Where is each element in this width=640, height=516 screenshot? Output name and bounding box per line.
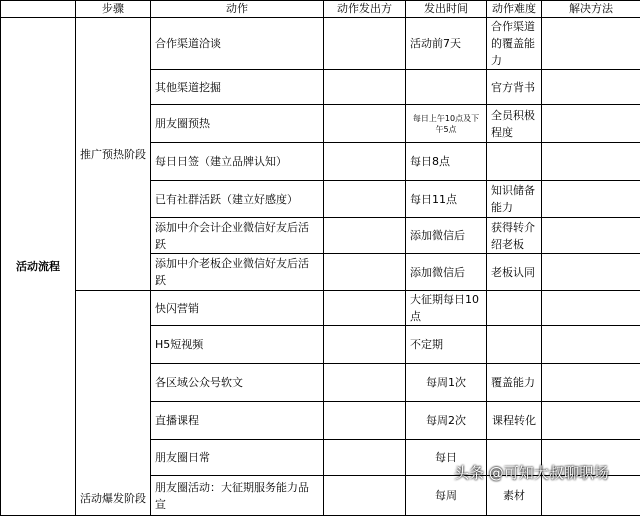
sender-cell (324, 326, 406, 364)
header-action: 动作 (151, 1, 324, 18)
sender-cell (324, 143, 406, 181)
sender-cell (324, 291, 406, 326)
difficulty-cell: 老板认同 (487, 254, 542, 291)
header-difficulty: 动作难度 (487, 1, 542, 18)
sender-cell (324, 70, 406, 105)
action-cell: H5短视频 (151, 326, 324, 364)
solution-cell (542, 105, 640, 143)
time-cell: 活动前7天 (406, 18, 487, 70)
sender-cell (324, 254, 406, 291)
sender-cell (324, 181, 406, 218)
difficulty-cell (487, 291, 542, 326)
solution-cell (542, 402, 640, 440)
difficulty-cell: 覆盖能力 (487, 364, 542, 402)
solution-cell (542, 218, 640, 254)
difficulty-cell: 知识储备能力 (487, 181, 542, 218)
sender-cell (324, 476, 406, 516)
header-sender: 动作发出方 (324, 1, 406, 18)
time-cell: 每日11点 (406, 181, 487, 218)
action-cell: 直播课程 (151, 402, 324, 440)
action-cell: 每日日签（建立品牌认知） (151, 143, 324, 181)
header-row (1, 1, 640, 18)
solution-cell (542, 143, 640, 181)
action-cell: 各区域公众号软文 (151, 364, 324, 402)
sender-cell (324, 105, 406, 143)
time-cell: 每周2次 (406, 402, 487, 440)
action-cell: 添加中介老板企业微信好友后活跃 (151, 254, 324, 291)
difficulty-cell: 素材 (487, 476, 542, 516)
header-empty (1, 1, 76, 18)
time-cell: 每周1次 (406, 364, 487, 402)
action-cell: 朋友圈活动：大征期服务能力品宣 (151, 476, 324, 516)
sender-cell (324, 402, 406, 440)
header-time: 发出时间 (406, 1, 487, 18)
sender-cell (324, 18, 406, 70)
action-cell: 快闪营销 (151, 291, 324, 326)
action-cell: 添加中介会计企业微信好友后活跃 (151, 218, 324, 254)
time-cell: 添加微信后 (406, 218, 487, 254)
action-cell: 朋友圈预热 (151, 105, 324, 143)
action-cell: 已有社群活跃（建立好感度） (151, 181, 324, 218)
table-row (1, 18, 640, 70)
watermark-text: 头条 @可知大叔聊职场 (454, 462, 609, 483)
action-cell: 其他渠道挖掘 (151, 70, 324, 105)
difficulty-cell (487, 143, 542, 181)
section-label: 活动流程 (1, 18, 76, 516)
phase-label: 推广预热阶段 (76, 18, 151, 291)
solution-cell (542, 326, 640, 364)
sender-cell (324, 440, 406, 476)
difficulty-cell: 全员积极程度 (487, 105, 542, 143)
difficulty-cell: 课程转化 (487, 402, 542, 440)
time-cell: 大征期每日10点 (406, 291, 487, 326)
header-step: 步骤 (76, 1, 151, 18)
action-cell: 朋友圈日常 (151, 440, 324, 476)
time-cell: 每日上午10点及下午5点 (406, 105, 487, 143)
difficulty-cell: 合作渠道的覆盖能力 (487, 18, 542, 70)
phase-label: 活动爆发阶段 (76, 291, 151, 516)
solution-cell (542, 291, 640, 326)
table-row (1, 291, 640, 326)
time-cell (406, 70, 487, 105)
solution-cell (542, 70, 640, 105)
time-cell: 不定期 (406, 326, 487, 364)
solution-cell (542, 181, 640, 218)
time-cell: 添加微信后 (406, 254, 487, 291)
solution-cell (542, 254, 640, 291)
header-solution: 解决方法 (542, 1, 640, 18)
solution-cell (542, 364, 640, 402)
sender-cell (324, 364, 406, 402)
solution-cell (542, 18, 640, 70)
difficulty-cell (487, 326, 542, 364)
time-cell: 每日 (406, 440, 487, 476)
action-cell: 合作渠道洽谈 (151, 18, 324, 70)
sender-cell (324, 218, 406, 254)
time-cell: 每日8点 (406, 143, 487, 181)
difficulty-cell: 官方背书 (487, 70, 542, 105)
time-cell: 每周 (406, 476, 487, 516)
difficulty-cell: 获得转介绍老板 (487, 218, 542, 254)
